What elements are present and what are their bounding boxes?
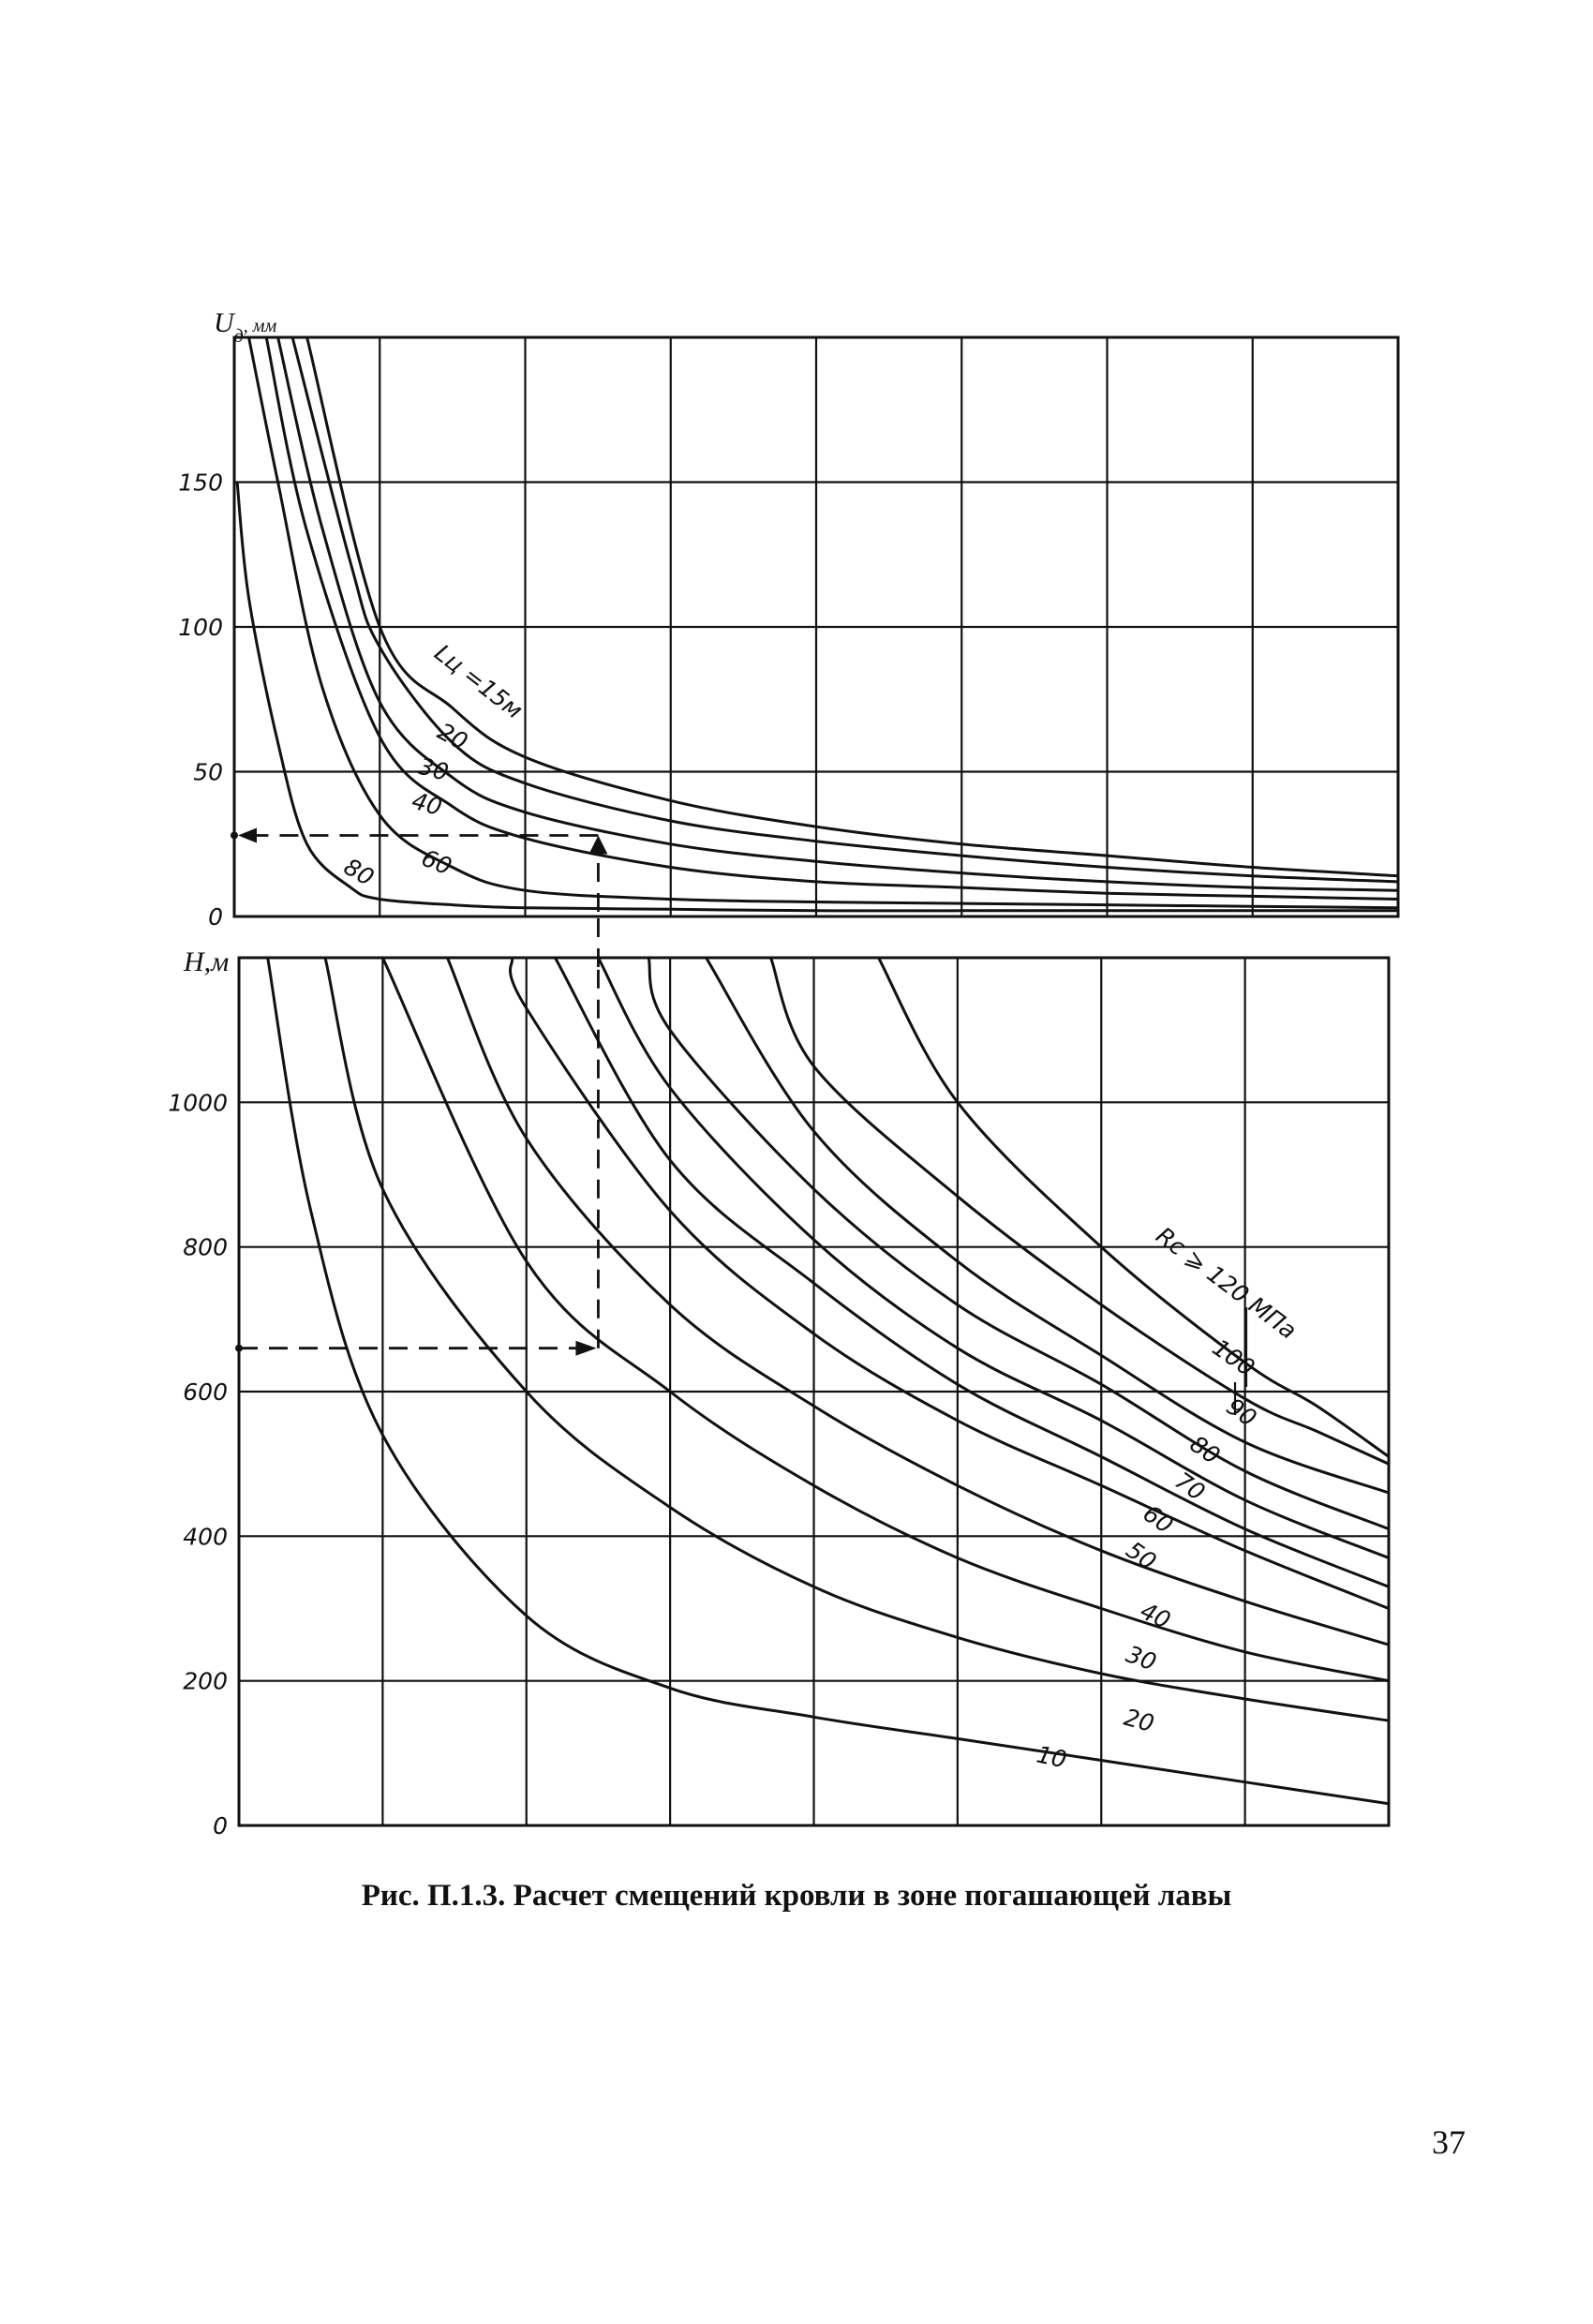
figure-caption: Рис. П.1.3. Расчет смещений кровли в зоне погашающей лавы [361,1879,1232,1913]
bottom-y-axis-title: H,м [184,946,230,977]
bottom-curve-label-30: 30 [1122,1640,1160,1676]
top-curve-30 [278,337,1398,890]
bottom-y-tick-label: 800 [183,1233,228,1261]
top-example-arrowhead-left [238,827,257,842]
top-chart-panel [178,307,1398,967]
top-curve-lц-15-м [307,337,1398,876]
bottom-curves [268,958,1389,1804]
bottom-y-tick-label: 600 [183,1378,228,1406]
bottom-y-tick-label: 400 [183,1523,228,1551]
top-curve-20 [292,337,1398,882]
bottom-y-tick-label: 200 [183,1667,228,1695]
top-y-tick-label: 0 [208,903,223,931]
top-curve-label-80: 80 [339,853,380,892]
top-example-point [231,831,238,839]
bottom-curve-label-rc-120-мпа: Rc ⩾ 120 МПа [1151,1221,1303,1345]
top-y-axis-title: $U_д$, мм [214,307,277,347]
top-y-tick-label: 150 [178,469,223,497]
top-curve-60 [249,337,1399,908]
top-y-tick-label: 50 [193,758,223,786]
bottom-curve-90 [707,958,1390,1493]
bottom-curve-label-60: 60 [1138,1499,1179,1540]
page-number: 37 [1432,2123,1466,2161]
top-y-tick-label: 100 [178,614,223,641]
top-curve-label-40: 40 [409,786,445,822]
bottom-curve-label-70: 70 [1169,1467,1211,1507]
bottom-curve-label-40: 40 [1136,1597,1175,1634]
bottom-curve-label-50: 50 [1121,1536,1162,1576]
bottom-curve-30 [382,958,1389,1681]
top-curve-label-30: 30 [415,752,452,787]
bottom-y-tick-label: 1000 [168,1089,228,1117]
bottom-curve-label-10: 10 [1034,1740,1069,1774]
bottom-curve-100 [771,958,1390,1464]
bottom-chart-panel [168,946,1389,1840]
top-example-arrowhead-up [588,835,607,854]
top-curves [237,337,1398,911]
bottom-curve-label-90: 90 [1221,1393,1262,1433]
bottom-curve-label-20: 20 [1121,1703,1157,1738]
bottom-curve-50 [511,958,1390,1609]
bottom-curve-label-100: 100 [1207,1333,1260,1382]
bottom-example-arrowhead-right [575,1341,596,1356]
top-curve-label-20: 20 [433,717,472,756]
top-curve-label-lц-15-м: Lц =15м [429,638,529,724]
bottom-y-tick-label: 0 [213,1812,228,1840]
top-curve-label-60: 60 [417,843,456,881]
bottom-curve-label-80: 80 [1184,1430,1226,1470]
